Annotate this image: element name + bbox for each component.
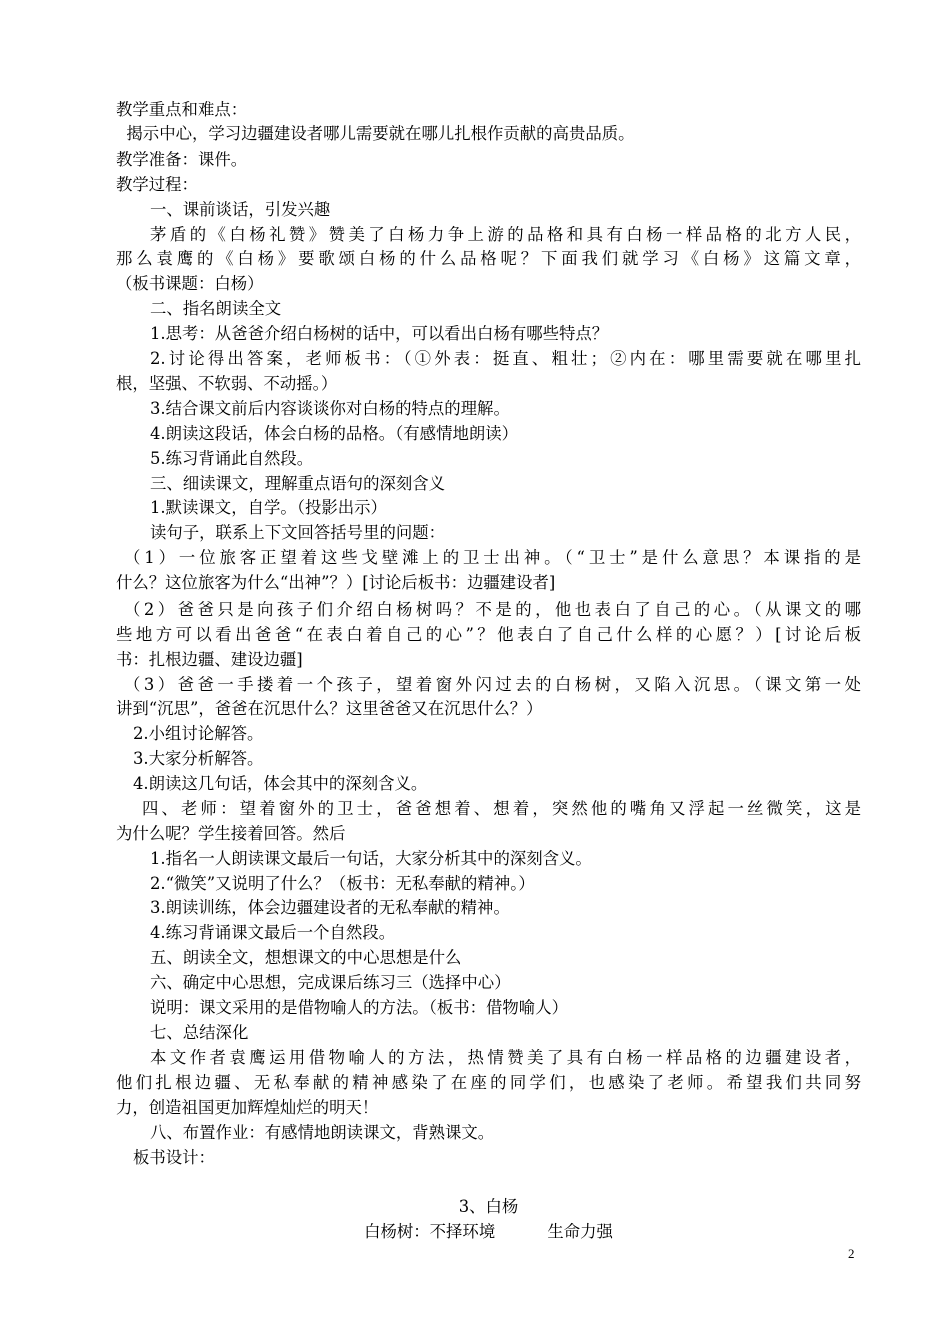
- section-8-title: 八、布置作业：有感情地朗读课文，背熟课文。: [150, 1123, 495, 1142]
- board-title: 3、白杨: [458, 1197, 519, 1216]
- list-item: 3.大家分析解答。: [133, 749, 264, 768]
- list-item: 5.练习背诵此自然段。: [150, 449, 314, 468]
- list-item: 4.朗读这几句话，体会其中的深刻含义。: [133, 774, 428, 793]
- list-item: 3.结合课文前后内容谈谈你对白杨的特点的理解。: [150, 399, 510, 418]
- section-6-title: 六、确定中心思想，完成课后练习三（选择中心）: [150, 973, 511, 992]
- list-item: 2.“微笑”又说明了什么？（板书：无私奉献的精神。）: [150, 874, 535, 893]
- paragraph-line: 力，创造祖国更加辉煌灿烂的明天！: [116, 1098, 379, 1117]
- paragraph-line: 为什么呢？学生接着回答。然后: [116, 824, 346, 843]
- section-5-title: 五、朗读全文，想想课文的中心思想是什么: [150, 948, 462, 967]
- board-row: 白杨树：不择环境 生命力强: [364, 1222, 613, 1241]
- note-text: 说明：课文采用的是借物喻人的方法。（板书：借物喻人）: [150, 998, 568, 1017]
- question-item: （3）爸爸一手搂着一个孩子，望着窗外闪过去的白杨树，又陷入沉思。（课文第一处: [124, 675, 861, 694]
- question-item-continued: 什么？这位旅客为什么“出神”？）[讨论后板书：边疆建设者]: [116, 573, 556, 592]
- heading-key-points: 教学重点和难点：: [116, 100, 248, 119]
- section-7-title: 七、总结深化: [150, 1023, 249, 1042]
- question-item-continued: 些地方可以看出爸爸“在表白着自己的心”？他表白了自己什么样的心愿？）[讨论后板: [116, 625, 861, 644]
- paragraph-line: （板书课题：白杨）: [116, 274, 264, 293]
- question-item-continued: 讲到“沉思”，爸爸在沉思什么？这里爸爸又在沉思什么？）: [116, 699, 543, 718]
- page-number: 2: [848, 1246, 855, 1261]
- list-item: 3.朗读训练，体会边疆建设者的无私奉献的精神。: [150, 898, 510, 917]
- question-item-continued: 书：扎根边疆、建设边疆]: [116, 650, 303, 669]
- section-1-title: 一、课前谈话，引发兴趣: [150, 200, 331, 219]
- question-item: （1）一位旅客正望着这些戈壁滩上的卫士出神。（“卫士”是什么意思？本课指的是: [124, 548, 861, 567]
- list-item: 1.指名一人朗读课文最后一句话，大家分析其中的深刻含义。: [150, 849, 592, 868]
- heading-preparation: 教学准备：课件。: [116, 150, 248, 169]
- board-design-heading: 板书设计：: [133, 1148, 215, 1167]
- paragraph-line: 本文作者袁鹰运用借物喻人的方法，热情赞美了具有白杨一样品格的边疆建设者，: [150, 1048, 861, 1067]
- key-points-text: 揭示中心，学习边疆建设者哪儿需要就在哪儿扎根作贡献的高贵品质。: [116, 124, 635, 143]
- section-3-title: 三、细读课文，理解重点语句的深刻含义: [150, 474, 446, 493]
- heading-process: 教学过程：: [116, 175, 198, 194]
- section-4-title: 四、老师：望着窗外的卫士，爸爸想着、想着，突然他的嘴角又浮起一丝微笑，这是: [142, 799, 861, 818]
- list-item: 2.小组讨论解答。: [133, 724, 264, 743]
- list-item: 1.思考：从爸爸介绍白杨树的话中，可以看出白杨有哪些特点？: [150, 324, 609, 343]
- list-item: 4.练习背诵课文最后一个自然段。: [150, 923, 396, 942]
- list-item-continued: 根，坚强、不软弱、不动摇。）: [116, 374, 338, 393]
- question-item: （2）爸爸只是向孩子们介绍白杨树吗？不是的，他也表白了自己的心。（从课文的哪: [124, 600, 861, 619]
- paragraph-line: 茅盾的《白杨礼赞》赞美了白杨力争上游的品格和具有白杨一样品格的北方人民，: [150, 225, 861, 244]
- list-item: 4.朗读这段话，体会白杨的品格。（有感情地朗读）: [150, 424, 519, 443]
- list-item: 1.默读课文，自学。（投影出示）: [150, 498, 387, 517]
- instruction-text: 读句子，联系上下文回答括号里的问题：: [150, 523, 446, 542]
- list-item: 2.讨论得出答案，老师板书：（①外表：挺直、粗壮；②内在：哪里需要就在哪里扎: [150, 349, 861, 368]
- paragraph-line: 那么袁鹰的《白杨》要歌颂白杨的什么品格呢？下面我们就学习《白杨》这篇文章，: [116, 249, 861, 268]
- section-2-title: 二、指名朗读全文: [150, 299, 282, 318]
- paragraph-line: 他们扎根边疆、无私奉献的精神感染了在座的同学们，也感染了老师。希望我们共同努: [116, 1073, 861, 1092]
